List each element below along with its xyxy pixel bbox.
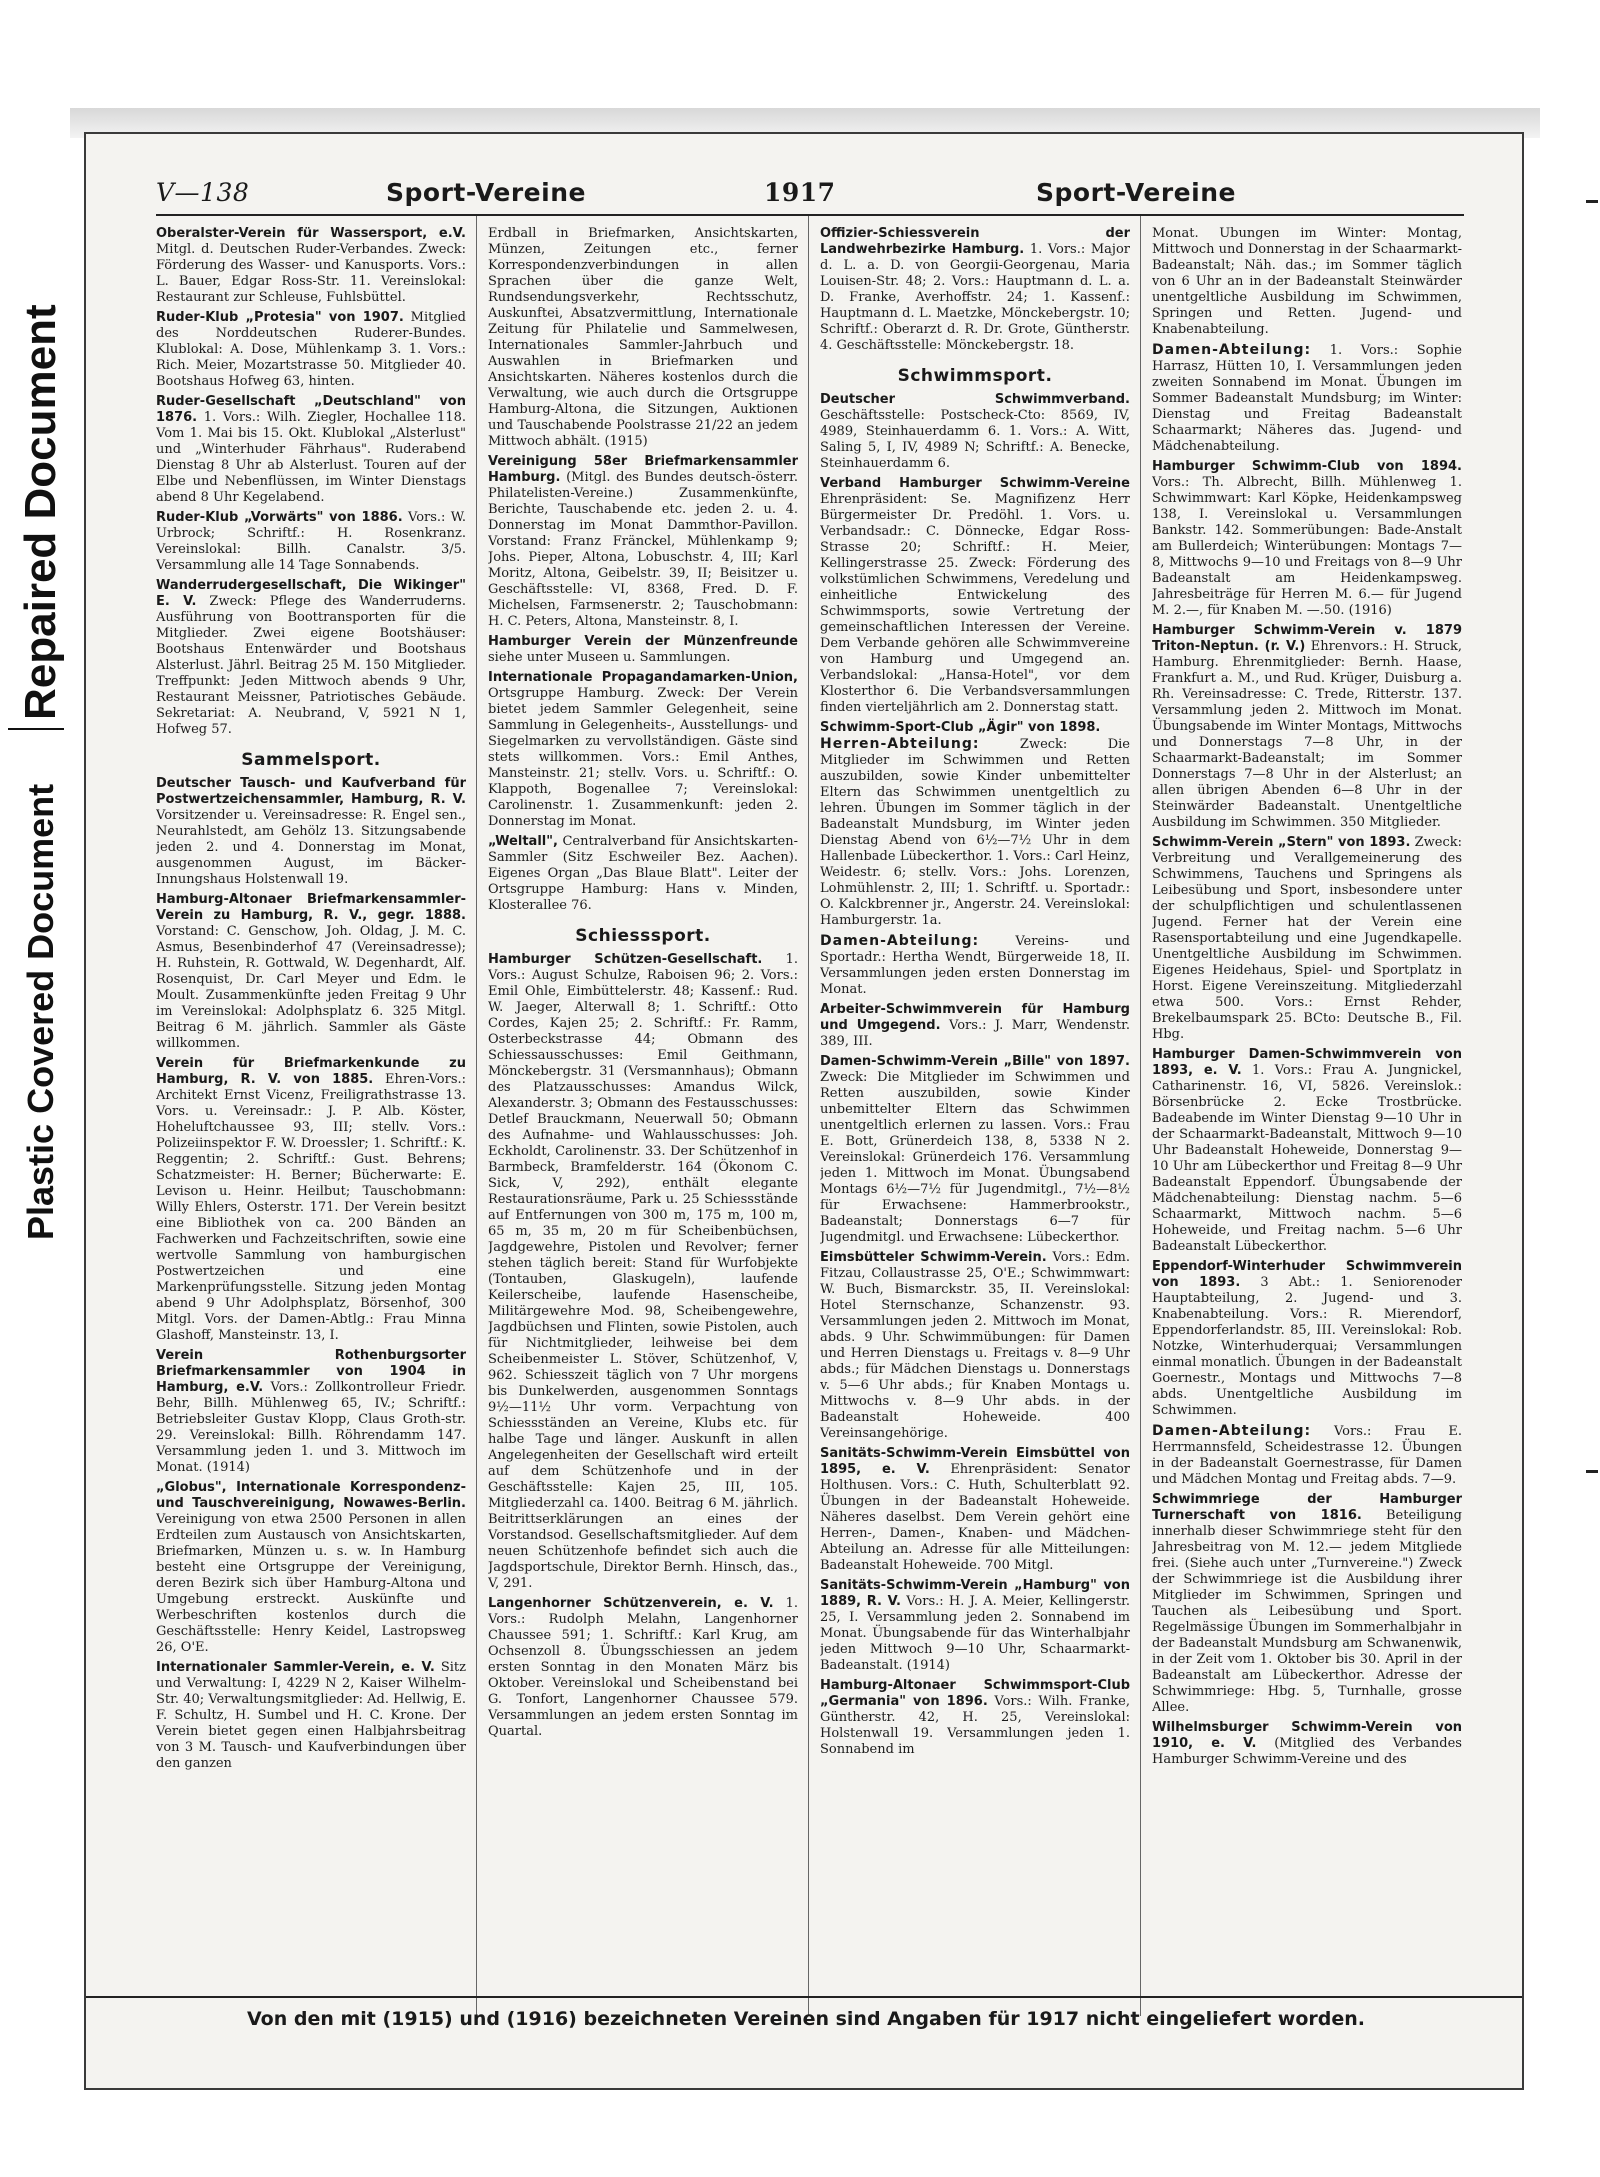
entry-text: Geschäftsstelle: Postscheck-Cto: 8569, IV, 4989, Steinhauerdamm 6. 1. Vors.: A. Witt, Saling 5, I, IV, 4989 N; Schriftf.: A. Benecke, Steinhauerdamm 6. — [820, 408, 1130, 471]
entry — [488, 952, 798, 1592]
text-columns — [156, 216, 1464, 2016]
club-name: Wilhelmsburger Schwimm-Verein von 1910, e. V. — [1152, 1720, 1462, 1751]
subsection-label: Damen-Abteilung: — [820, 933, 980, 949]
entry — [820, 1054, 1130, 1246]
document-page — [84, 132, 1524, 2090]
club-name: Ruder-Klub „Protesia" von 1907. — [156, 310, 404, 325]
entry-text: Ehrenpräsident: Se. Magnifizenz Herr Bürgermeister Dr. Predöhl. 1. Vors. u. Verbandsadr.: C. Dönnecke, Edgar Ross-Strasse 20; Schriftf.: H. Meier, Kellingerstrasse 25. Zweck: Förderung des volkstümlichen Schwimmens, Veredelung und einheitliche Entwickelung des Schwimmsports, sowie Vertretung der gemeinschaftlichen Interessen der Vereine. Dem Verbande gehören alle Schwimmvereine von Hamburg und Umgegend an. Verbandslokal: „Hansa-Hotel", vor dem Klosterthor 6. Die Verbandsversammlungen finden vierteljährlich am 2. Donnerstag statt. — [820, 492, 1130, 715]
club-name: „Weltall", — [488, 834, 558, 849]
entry — [488, 634, 798, 666]
page-number: V—138 — [156, 178, 250, 207]
entry — [1152, 342, 1462, 455]
club-name: Langenhorner Schützenverein, e. V. — [488, 1596, 774, 1611]
club-name: Sanitäts-Schwimm-Verein Eimsbüttel von 1895, e. V. — [820, 1446, 1130, 1477]
entry-text: Mitglied des Norddeutschen Ruderer-Bundes. Klublokal: A. Dose, Mühlenkamp 3. 1. Vors.: Rich. Meier, Mozartstrasse 50. Mitglieder 40. Bootshaus Hofweg 63, hinten. — [156, 310, 466, 389]
column-1 — [156, 226, 466, 2016]
entry — [820, 1002, 1130, 1050]
entry-text: Centralverband für Ansichtskarten-Sammler (Sitz Eschweiler Bez. Aachen). Eigenes Organ „Das Blaue Blatt". Leiter der Ortsgruppe Hamburg: Hans v. Minden, Klosterallee 76. — [488, 834, 798, 913]
entry-text: Mitgl. d. Deutschen Ruder-Verbandes. Zweck: Förderung des Wasser- und Kanusports. Vors.: L. Bauer, Edgar Ross-Str. 11. Vereinslokal: Restaurant zur Schleuse, Fuhlsbüttel. — [156, 242, 466, 305]
entry-text: 1. Vors.: Frau A. Jungnickel, Catharinenstr. 16, VI, 5826. Vereinslok.: Börsenbrücke 2. Ecke Trostbrücke. Badeabende im Winter Dienstag 9—10 Uhr in der Schaarmarkt-Badeanstalt, Mittwoch 9—10 Uhr Badeanstalt Hoheweide, Donnerstag 9—10 Uhr am Lübeckerthor und Freitag 8—9 Uhr Badeanstalt Eppendorf. Übungsabende der Mädchenabteilung: Dienstag nachm. 5—6 Schaarmarkt, Mittwoch nachm. 5—6 Hoheweide, und Freitag nachm. 5—6 Uhr Badeanstalt Lübeckerthor. — [1152, 1063, 1462, 1254]
entry-text: Ortsgruppe Hamburg. Zweck: Der Verein bietet jedem Sammler Gelegenheit, seine Sammlung in Gelegenheits-, Ausstellungs- und Siegelmarken zu vervollständigen. Gäste sind stets willkommen. Vors.: Emil Anthes, Mansteinstr. 21; stellv. Vors. u. Schriftf.: O. Klappoth, Bogenallee 7; Vereinslokal: Carolinenstr. 1. Zusammenkunft: jeden 2. Donnerstag im Monat. — [488, 686, 798, 829]
column-2 — [488, 226, 798, 2016]
entry-text: Vors.: Frau E. Herrmannsfeld, Scheidestrasse 12. Übungen in der Badeanstalt Goernestrasse, für Damen und Mädchen Montag und Freitag abds. 7—9. — [1152, 1424, 1462, 1487]
club-name: Hamburger Verein der Münzenfreunde — [488, 634, 798, 649]
entry — [1152, 1047, 1462, 1255]
club-name: Verein für Briefmarkenkunde zu Hamburg, R. V. von 1885. — [156, 1056, 466, 1087]
footer-rule — [86, 1996, 1524, 1998]
club-name: Verband Hamburger Schwimm-Vereine — [820, 476, 1130, 491]
entry — [820, 226, 1130, 354]
entry-text: Vereinigung von etwa 2500 Personen in allen Erdteilen zum Austausch von Ansichtskarten, Briefmarken, Münzen u. s. w. In Hamburg besteht eine Ortsgruppe der Vereinigung, deren Bezirk sich über Hamburg-Altona und Umgebung erstreckt. Auskünfte und Werbeschriften kostenlos durch die Geschäftsstelle: Henry Keidel, Lastropsweg 26, O'E. — [156, 1512, 466, 1655]
entry — [820, 933, 1130, 998]
entry-text: Ehren-Vors.: Architekt Ernst Vicenz, Freiligrathstrasse 13. Vors. u. Vereinsadr.: J. P. Alb. Köster, Hoheluftchaussee 93, III; stellv. Vors.: Polizeiinspektor F. W. Droessler; 1. Schriftf.: K. Reggentin; 2. Schriftf.: Gust. Behrens; Schatzmeister: H. Berner; Bücherwarte: E. Levison u. Heinr. Heilbut; Tauschobmann: Willy Ehlers, Osterstr. 171. Der Verein besitzt eine Bibliothek von ca. 200 Bänden an Fachwerken und Fachzeitschriften, sowie eine wertvolle Sammlung von hamburgischen Postwertzeichen und eine Markenprüfungsstelle. Sitzung jeden Montag abend 9 Uhr Adolphsplatz, Börsenhof, 300 Mitgl. Vors. der Damen-Abtlg.: Frau Minna Glashoff, Mansteinstr. 13, I. — [156, 1072, 466, 1343]
club-name: Eimsbütteler Schwimm-Verein. — [820, 1250, 1047, 1265]
club-name: „Globus", Internationale Korrespondenz- und Tauschvereinigung, Nowawes-Berlin. — [156, 1480, 466, 1511]
entry-text: Vors.: Edm. Fitzau, Collaustrasse 25, O'E.; Schwimmwart: W. Buch, Bismarckstr. 35, II. Vereinslokal: Hotel Sternschanze, Schanzenstr. 93. Versammlungen jeden 2. Mittwoch im Monat, abds. 9 Uhr. Schwimmübungen: für Damen und Herren Dienstags u. Freitags v. 8—9 Uhr abds.; für Mädchen Dienstags u. Donnerstags v. 5—6 Uhr abds.; für Knaben Montags u. Mittwochs v. 8—9 Uhr abds. in der Badeanstalt Hoheweide. 400 Vereinsangehörige. — [820, 1250, 1130, 1441]
club-name: Hamburg-Altonaer Briefmarkensammler-Verein zu Hamburg, R. V., gegr. 1888. — [156, 892, 466, 923]
entry — [1152, 1423, 1462, 1488]
entry — [156, 1056, 466, 1344]
entry — [820, 392, 1130, 472]
section-heading: Schiesssport. — [575, 926, 711, 946]
page-content — [156, 174, 1464, 2016]
column-3 — [820, 226, 1130, 2016]
subsection-label: Damen-Abteilung: — [1152, 342, 1312, 358]
entry-text: (Mitglied des Verbandes Hamburger Schwimm-Vereine und des — [1152, 1736, 1462, 1767]
entry — [156, 578, 466, 738]
entry-text: Vereins- und Sportadr.: Hertha Wendt, Bürgerweide 18, II. Versammlungen jeden ersten Donnerstag im Monat. — [820, 934, 1130, 997]
club-name: Schwimmriege der Hamburger Turnerschaft von 1816. — [1152, 1492, 1462, 1523]
header-year: 1917 — [764, 178, 836, 207]
edge-mark — [1586, 1470, 1598, 1473]
entry-text: 1. Vors.: Major d. L. a. D. von Georgii-Georgenau, Maria Louisen-Str. 48; 2. Vors.: Hauptmann d. L. a. D. Franke, Averhoffstr. 24; 1. Kassenf.: Hauptmann d. L. Maetzke, Mönckebergstr. 10; Schriftf.: Oberarzt d. R. Dr. Grote, Güntherstr. 4. Geschäftsstelle: Mönckebergstr. 18. — [820, 242, 1130, 353]
entry — [156, 226, 466, 306]
entry-text: Zweck: Die Mitglieder im Schwimmen und Retten auszubilden, sowie Kinder unbemittelter Eltern das Schwimmen unentgeltlich erlernen zu lassen. Vors.: Frau E. Bott, Grünerdeich 138, 8, 5338 N 2. Vereinslokal: Grünerdeich 176. Versammlung jeden 1. Mittwoch im Monat. Übungsabend Montags 6½—7½ für Jugendmitgl., 7½—8½ für Erwachsene: Hammerbrookstr., Badeanstalt; Donnerstags 6—7 für Jugendmitgl. und Erwachsene: Lübeckerthor. — [820, 1070, 1130, 1245]
header-title-left: Sport-Vereine — [386, 178, 586, 207]
club-name: Ruder-Gesellschaft „Deutschland" von 1876. — [156, 394, 466, 425]
entry-text: Vors.: Wilh. Franke, Güntherstr. 42, H. 25, Vereinslokal: Holstenwall 19. Versammlungen jeden 1. Sonnabend im — [820, 1694, 1130, 1757]
club-name: Sanitäts-Schwimm-Verein „Hamburg" von 1889, R. V. — [820, 1578, 1130, 1609]
section-heading: Schwimmsport. — [897, 366, 1053, 386]
edge-mark — [1586, 200, 1598, 203]
entry — [488, 670, 798, 830]
column-rule — [808, 216, 809, 2016]
entry-text: Vors.: W. Urbrock; Schriftf.: H. Rosenkranz. Vereinslokal: Billh. Canalstr. 3/5. Versammlung alle 14 Tage Sonnabends. — [156, 510, 466, 573]
club-name: Offizier-Schiessverein der Landwehrbezirke Hamburg. — [820, 226, 1130, 257]
club-name: Ruder-Klub „Vorwärts" von 1886. — [156, 510, 403, 525]
entry-text: Monat. Übungen im Winter: Montag, Mittwoch und Donnerstag in der Schaarmarkt-Badeanstalt; Näh. das.; im Sommer täglich von 6 Uhr an in der Badeanstalt Steinwärder unentgeltliche Ausbildung im Schwimmen, Springen und Retten. Jugend- und Knabenabteilung. — [1152, 226, 1462, 337]
club-name: Verein Rothenburgsorter Briefmarkensammler von 1904 in Hamburg, e.V. — [156, 1348, 466, 1395]
section-heading: Sammelsport. — [241, 750, 381, 770]
entry — [488, 454, 798, 630]
club-name: Eppendorf-Winterhuder Schwimmverein von 1893. — [1152, 1259, 1462, 1290]
entry-text: Vors.: H. J. A. Meier, Kellingerstr. 25, I. Versammlung jeden 2. Sonnabend im Monat. Übungsabende für das Winterhalbjahr jeden Mittwoch 9—10 Uhr, Schaarmarkt-Badeanstalt. (1914) — [820, 1594, 1130, 1673]
entry-text: 1. Vors.: Sophie Harrasz, Hütten 10, I. Versammlungen jeden zweiten Sonnabend im Monat. Übungen im Sommer Badeanstalt Mundsburg; im Winter: Dienstag und Freitag Badeanstalt Schaarmarkt; Näheres das. Jugend- und Mädchenabteilung. — [1152, 343, 1462, 454]
entry-text: Vors.: Th. Albrecht, Billh. Mühlenweg 1. Schwimmwart: Karl Köpke, Heidenkampsweg 138, I. Vereinslokal u. Versammlungen Bankstr. 142. Sommerübungen: Bade-Anstalt am Bullerdeich; Winterübungen: Montags 7—8, Mittwochs 9—10 und Freitags von 8—9 Uhr Badeanstalt am Heidenkampsweg. Jahresbeiträge für Herren M. 6.— für Jugend M. 2.—, für Knaben M. —.50. (1916) — [1152, 475, 1462, 618]
entry — [1152, 459, 1462, 619]
entry — [156, 1348, 466, 1476]
entry — [820, 476, 1130, 716]
entry — [820, 1678, 1130, 1758]
column-rule — [1140, 216, 1141, 2016]
entry — [156, 510, 466, 574]
club-name: Hamburger Schwimm-Club von 1894. — [1152, 459, 1462, 474]
entry — [488, 226, 798, 450]
club-name: Schwimm-Sport-Club „Ägir" von 1898. — [820, 720, 1101, 735]
club-name: Internationale Propagandamarken-Union, — [488, 670, 798, 685]
club-name: Internationaler Sammler-Verein, e. V. — [156, 1660, 435, 1675]
entry — [1152, 835, 1462, 1043]
entry-text: Ehrenvors.: H. Struck, Hamburg. Ehrenmitglieder: Bernh. Haase, Frankfurt a. M., und Rud. Krüger, Duisburg a. Rh. Vereinsadresse: C. Trede, Ritterstr. 137. Versammlung jeden 2. Mittwoch im Monat. Übungsabende im Winter Montags, Mittwochs und Donnerstags 7—8 Uhr, in der Schaarmarkt-Badeanstalt; im Sommer Donnerstags 7—8 Uhr in der Alsterlust; an allen übrigen Abenden 6—8 Uhr in der Steinwärder Badeanstalt. Unentgeltliche Ausbildung im Schwimmen. 350 Mitglieder. — [1152, 639, 1462, 830]
club-name: Hamburger Schwimm-Verein v. 1879 Triton-Neptun. (r. V.) — [1152, 623, 1462, 654]
entry — [820, 1250, 1130, 1442]
entry-text: 1. Vors.: Wilh. Ziegler, Hochallee 118. Vom 1. Mai bis 15. Okt. Klublokal „Alsterlust" und „Winterhuder Fährhaus". Ruderabend Dienstag 8 Uhr ab Alsterlust. Touren auf der Elbe und Nebenflüssen, im Winter Dienstags abend 8 Uhr Kegelabend. — [156, 410, 466, 505]
entry-text: Beteiligung innerhalb dieser Schwimmriege steht für den Jahresbeitrag von M. 12.— jedem Mitgliede frei. (Siehe auch unter „Turnvereine.") Zweck der Schwimmriege ist die Ausbildung ihrer Mitglieder im Schwimmen, Springen und Tauchen als Leibesübung und Sport. Regelmässige Übungen im Sommerhalbjahr in der Badeanstalt Mundsburg am Schwanenwik, in der Zeit vom 1. Oktober bis 30. April in der Badeanstalt am Lübeckerthor. Adresse der Schwimmriege: Hbg. 5, Turnhalle, grosse Allee. — [1152, 1508, 1462, 1715]
club-name: Hamburg-Altonaer Schwimmsport-Club „Germania" von 1896. — [820, 1678, 1130, 1709]
entry-text: Vorstand: C. Genschow, Joh. Oldag, J. M. C. Asmus, Besenbinderhof 47 (Vereinsadresse); H. Ruhstein, R. Gottwald, W. Degenhardt, Alf. Rosenquist, Dr. Carl Meyer und Edm. le Moult. Zusammenkünfte jeden Freitag 9 Uhr im Vereinslokal: Adolphsplatz 6. 325 Mitgl. Beitrag 6 M. jährlich. Sammler als Gäste willkommen. — [156, 924, 466, 1051]
header-title-right: Sport-Vereine — [1036, 178, 1236, 207]
club-name: Oberalster-Verein für Wassersport, e.V. — [156, 226, 466, 241]
column-rule — [476, 216, 477, 2016]
subsection-label: Herren-Abteilung: — [820, 736, 980, 752]
entry-text: Vorsitzender u. Vereinsadresse: R. Engel sen., Neurahlstedt, am Gehölz 13. Sitzungsabende jeden 2. und 4. Donnerstag im Monat, ausgenommen August, im Bäcker-Innungshaus Holstenwall 19. — [156, 808, 466, 887]
side-label-strip — [0, 0, 70, 2177]
entry — [1152, 1259, 1462, 1419]
entry — [820, 1578, 1130, 1674]
entry — [1152, 1492, 1462, 1716]
entry — [820, 1446, 1130, 1574]
club-name: Damen-Schwimm-Verein „Bille" von 1897. — [820, 1054, 1130, 1069]
entry — [488, 1596, 798, 1740]
entry-text: siehe unter Museen u. Sammlungen. — [488, 650, 731, 665]
entry-text: Zweck: Verbreitung und Verallgemeinerung des Schwimmens, Tauchens und Springens als Leibesübung und Sport, insbesondere unter der schulpflichtigen und schulentlassenen Jugend. Ferner hat der Verein eine Rasensportabteilung und eine Jugendkapelle. Unentgeltliche Ausbildung im Schwimmen. Eigenes Heidehaus, Spiel- und Sportplatz in Horst. Eigene Vereinszeitung. Mitgliederzahl etwa 500. Vors.: Ernst Rehder, Brekelbaumspark 25. BCto: Deutsche B., Fil. Hbg. — [1152, 835, 1462, 1042]
entry — [156, 892, 466, 1052]
entry-text: 3 Abt.: 1. Seniorenoder Hauptabteilung, 2. Jugend- und 3. Knabenabteilung. Vors.: R. Mierendorf, Eppendorferlandstr. 85, III. Vereinslokal: Rob. Notzke, Winterhuderquai; Versammlungen einmal monatlich. Übungen in der Badeanstalt Goernestr., Montags und Mittwochs 7—8 abds. Unentgeltliche Ausbildung im Schwimmen. — [1152, 1275, 1462, 1418]
entry-text: 1. Vors.: Rudolph Melahn, Langenhorner Chaussee 591; 1. Schriftf.: Karl Krug, am Ochsenzoll 8. Übungsschiessen an jedem ersten Sonntag in den Monaten März bis Oktober. Vereinslokal und Scheibenstand bei G. Tonfort, Langenhorner Chaussee 579. Versammlungen an jedem ersten Sonntag im Quartal. — [488, 1596, 798, 1739]
entry — [1152, 623, 1462, 831]
club-name: Deutscher Schwimmverband. — [820, 392, 1130, 407]
entry — [488, 834, 798, 914]
entry — [156, 1480, 466, 1656]
column-4 — [1152, 226, 1462, 2016]
entry-text: (Mitgl. des Bundes deutsch-österr. Philatelisten-Vereine.) Zusammenkünfte, Berichte, Tauschabende etc. jeden 2. u. 4. Donnerstag im Monat Dammthor-Pavillon. Vorstand: Franz Fränckel, Mühlenkamp 9; Johs. Pieper, Altona, Lobuschstr. 4, III; Karl Moritz, Altona, Geibelstr. 39, II; Beisitzer u. Geschäftsstelle: VI, 8368, Fred. D. F. Michelsen, Farmsenerstr. 2; Tauschobmann: H. C. Peters, Altona, Mansteinstr. 8, I. — [488, 470, 798, 629]
entry — [156, 310, 466, 390]
entry — [1152, 1720, 1462, 1768]
club-name: Hamburger Schützen-Gesellschaft. — [488, 952, 763, 967]
entry-text: Vors.: Zollkontrolleur Friedr. Behr, Billh. Mühlenweg 65, IV.; Schriftf.: Betriebsleiter Gustav Klopp, Claus Groth-str. 29. Vereinslokal: Billh. Röhrendamm 147. Versammlung jeden 1. und 3. Mittwoch im Monat. (1914) — [156, 1380, 466, 1475]
entry-text: Vors.: J. Marr, Wendenstr. 389, III. — [820, 1018, 1130, 1049]
entry-text: Sitz und Verwaltung: I, 4229 N 2, Kaiser Wilhelm-Str. 40; Verwaltungsmitglieder: Ad. Hellwig, E. F. Schultz, H. Sumbel und H. C. Krone. Der Verein bietet gegen einen Halbjahrsbeitrag von 3 M. Tausch- und Kaufverbindungen über den ganzen — [156, 1660, 466, 1771]
club-name: Hamburger Damen-Schwimmverein von 1893, e. V. — [1152, 1047, 1462, 1078]
plastic-covered-label: Plastic Covered Document — [20, 783, 61, 1240]
repaired-document-label: Repaired Document — [16, 304, 65, 720]
entry-text: Erdball in Briefmarken, Ansichtskarten, Münzen, Zeitungen etc., ferner Korrespondenzverbindungen in allen Sprachen über die ganze Welt, Rundsendungsverkehr, Rechtsschutz, Auskunftei, Absatzvermittlung, Internationale Zeitung für Philatelie und Sammelwesen, Internationales Sammler-Jahrbuch und Auswahlen in Briefmarken und Ansichtskarten. Näheres kostenlos durch die Verwaltung, wie auch durch die Ortsgruppe Hamburg-Altona, die Sitzungen, Auktionen und Tauschabende Poolstrasse 21/22 an jedem Mittwoch abhält. (1915) — [488, 226, 798, 449]
entry-text: 1. Vors.: August Schulze, Raboisen 96; 2. Vors.: Emil Ohle, Eimbüttelerstr. 48; Kassenf.: Rud. W. Jaeger, Alterwall 8; 1. Schriftf.: Otto Cordes, Kajen 25; 2. Schriftf.: Fr. Ramm, Osterbeckstrasse 44; Obmann des Schiessausschusses: Emil Geithmann, Mönckebergstr. 31 (Versmannhaus); Obmann des Platzausschusses: Amandus Wilck, Alexanderstr. 3; Obmann des Festausschusses: Detlef Brauckmann, Neuerwall 50; Obmann des Aufnahme- und Wahlausschusses: Joh. Eckholdt, Carolinenstr. 33. Der Schützenhof in Barmbeck, Bramfelderstr. 164 (Ökonom C. Sick, V, 292), enthält elegante Restaurationsräume, Park u. 25 Schiessstände auf Entfernungen von 300 m, 175 m, 100 m, 65 m, 35 m, 20 m für Scheibenbüchsen, Jagdgewehre, Pistolen und Revolver; ferner stehen täglich bereit: Stand für Wurfobjekte (Tontauben, Glaskugeln), laufende Keilerscheibe, laufende Hasenscheibe, Militärgewehre Mod. 98, Scheibengewehre, Jagdbüchsen und Flinten, sowie Pistolen, auch für Nichtmitglieder, leihweise bei dem Scheibenmeister L. Stöver, Schützenhof, V, 962. Schiesszeit täglich von 7 Uhr morgens bis Dunkelwerden, ausgenommen Sonntags 9½—11½ Uhr vorm. Verpachtung von Schiessständen an Vereine, Klubs etc. für halbe Tage und länger. Auskunft in allen Angelegenheiten der Gesellschaft wird erteilt auf dem Schützenhofe und in der Geschäftsstelle: Kajen 25, III, 105. Mitgliederzahl ca. 1400. Beitrag 6 M. jährlich. Beitrittserklärungen an eines der Vorstandsod. Gesellschaftsmitglieder. Auf dem neuen Schützenhofe befindet sich auch die Jagdsportschule, Direktor Bernh. Hinsch, das., V, 291. — [488, 952, 798, 1591]
entry — [156, 776, 466, 888]
club-name: Wanderrudergesellschaft, Die Wikinger" E. V. — [156, 578, 466, 609]
club-name: Arbeiter-Schwimmverein für Hamburg und Umgegend. — [820, 1002, 1130, 1033]
page-header — [156, 174, 1464, 216]
footer-note: Von den mit (1915) und (1916) bezeichneten Vereinen sind Angaben für 1917 nicht eingeliefert worden. — [246, 2008, 1365, 2030]
club-name: Vereinigung 58er Briefmarkensammler Hamburg. — [488, 454, 798, 485]
entry-text: Zweck: Pflege des Wanderruderns. Ausführung von Boottransporten für die Mitglieder. Zwei eigene Bootshäuser: Bootshaus Entenwärder und Bootshaus Alsterlust. Jährl. Beitrag 25 M. 150 Mitglieder. Treffpunkt: Jeden Mittwoch abends 9 Uhr, Restaurant Meissner, Patriotisches Gebäude. Sekretariat: A. Neubrand, V, 5921 N 1, Hofweg 57. — [156, 594, 466, 737]
side-divider — [8, 728, 64, 730]
entry-text: Ehrenpräsident: Senator Holthusen. Vors.: C. Huth, Schulterblatt 92. Übungen in der Badeanstalt Hoheweide. Näheres daselbst. Dem Verein gehört eine Herren-, Damen-, Knaben- und Mädchen-Abteilung an. Adresse für alle Mitteilungen: Badeanstalt Hoheweide. 700 Mitgl. — [820, 1462, 1130, 1573]
entry — [156, 394, 466, 506]
subsection-label: Damen-Abteilung: — [1152, 1423, 1312, 1439]
club-name: Schwimm-Verein „Stern" von 1893. — [1152, 835, 1411, 850]
entry — [1152, 226, 1462, 338]
entry — [820, 720, 1130, 929]
entry-text: Zweck: Die Mitglieder im Schwimmen und Retten auszubilden, sowie Kinder unbemittelter Eltern das Schwimmen unentgeltlich zu lehren. Übungen im Sommer täglich in der Badeanstalt Mundsburg, im Winter jeden Dienstag Abend von 6½—7½ Uhr in dem Hallenbade Lübeckerthor. 1. Vors.: Carl Heinz, Weidestr. 6; stellv. Vors.: Johs. Lorenzen, Lohmühlenstr. 2, III; 1. Schriftf. u. Sportadr.: O. Kalckbrenner jr., Angerstr. 24. Vereinslokal: Hamburgerstr. 1a. — [820, 737, 1130, 928]
entry — [156, 1660, 466, 1772]
club-name: Deutscher Tausch- und Kaufverband für Postwertzeichensammler, Hamburg, R. V. — [156, 776, 466, 807]
